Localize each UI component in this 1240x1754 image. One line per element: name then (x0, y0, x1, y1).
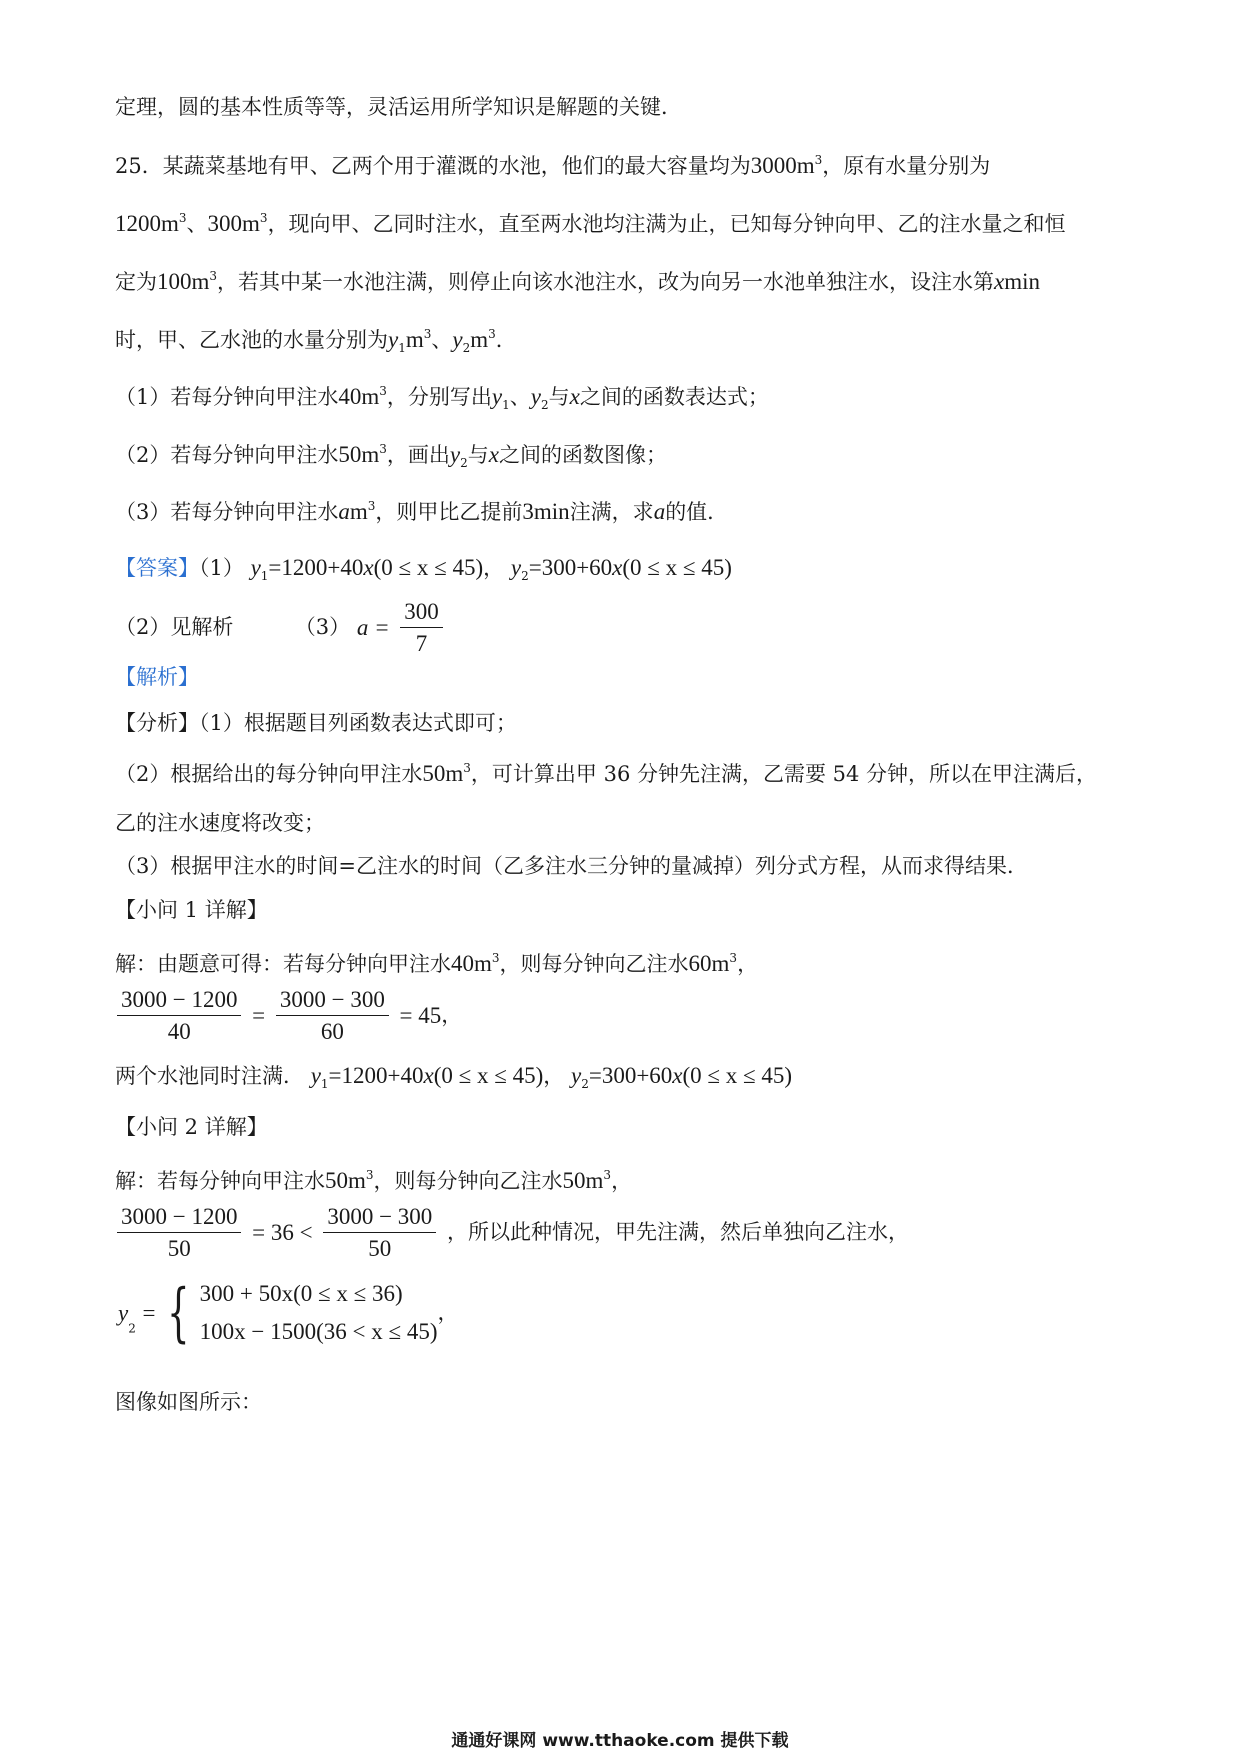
sub2-line-1: 解：若每分钟向甲注水$50m^3$，则每分钟向乙注水$50m^3$， (115, 1168, 633, 1193)
sub1-equation: $\frac{3000 - 1200}{40}$ = $\frac{3000 - 300}{60}$ = 45， (113, 988, 462, 1043)
sub1-title: 【小问 1 详解】 (115, 898, 268, 922)
sub1-fraction-1: $\frac{3000 - 1200}{40}$ (117, 988, 241, 1043)
answer-line-2: （2）见解析 （3） a = $\frac{300}{7}$ (115, 600, 447, 655)
problem-line-4: 时，甲、乙水池的水量分别为$y_1m^3$、$y_2m^3$． (115, 327, 517, 355)
sub2-line-4: 图像如图所示： (115, 1390, 262, 1414)
analysis-line-3: 乙的注水速度将改变； (115, 811, 325, 835)
answer-tag: 【答案】 (115, 556, 199, 580)
sub2-fraction-1: $\frac{3000 - 1200}{50}$ (117, 1205, 241, 1260)
question-3: （3）若每分钟向甲注水$am^3$，则甲比乙提前3min注满，求a的值． (115, 499, 729, 524)
sub2-title: 【小问 2 详解】 (115, 1115, 268, 1139)
question-2: （2）若每分钟向甲注水$50m^3$，画出$y_2$与x之间的函数图像； (115, 442, 667, 470)
sub1-fraction-2: $\frac{3000 - 300}{60}$ (276, 988, 389, 1043)
problem-line-1: 25．某蔬菜基地有甲、乙两个用于灌溉的水池，他们的最大容量均为$3000m^3$，原有水量分别为 (115, 153, 991, 178)
problem-line-3: 定为$100m^3$，若其中某一水池注满，则停止向该水池注水，改为向另一水池单独注水，设注水第xmin (115, 269, 1041, 294)
footer: 通通好课网 www.tthaoke.com 提供下载 (451, 1731, 789, 1751)
jiexi-heading: 【解析】 (115, 665, 199, 689)
answer-line-1: 【答案】（1） $y_1=1200+40x(0 \le x \le 45)$， $y_2=300+60x(0 \le x \le 45)$ (115, 555, 732, 583)
problem-line-2: $1200m^3$、$300m^3$，现向甲、乙同时注水，直至两水池均注满为止，已知每分钟向甲、乙的注水量之和恒 (115, 211, 1066, 236)
intro-line: 定理，圆的基本性质等等，灵活运用所学知识是解题的关键． (115, 95, 682, 119)
sub1-line-3: 两个水池同时注满． $y_1=1200+40x(0 \le x \le 45)$， $y_2=300+60x(0 \le x \le 45)$ (115, 1063, 793, 1091)
left-brace: { (167, 1276, 190, 1350)
sub2-equation: $\frac{3000 - 1200}{50}$ = 36 < $\frac{3000 - 300}{50}$ ，所以此种情况，甲先注满，然后单独向乙注水， (113, 1205, 909, 1260)
sub2-fraction-2: $\frac{3000 - 300}{50}$ (323, 1205, 436, 1260)
piecewise-cases: 300 + 50x(0 ≤ x ≤ 36) 100x − 1500(36 < x ≤ 45) (199, 1281, 438, 1344)
question-1: （1）若每分钟向甲注水$40m^3$，分别写出$y_1$、$y_2$与x之间的函数表达式； (115, 384, 769, 412)
sub1-line-1: 解：由题意可得：若每分钟向甲注水$40m^3$，则每分钟向乙注水$60m^3$， (115, 951, 759, 976)
analysis-line-4: （3）根据甲注水的时间=乙注水的时间（乙多注水三分钟的量减掉）列分式方程，从而求得结果． (115, 854, 1028, 878)
sub2-piecewise: $y_2$ = { 300 + 50x(0 ≤ x ≤ 36) 100x − 1500(36 < x ≤ 45) ， (118, 1276, 459, 1350)
analysis-line-2: （2）根据给出的每分钟向甲注水$50m^3$，可计算出甲 36 分钟先注满，乙需要 54 分钟，所以在甲注满后， (115, 761, 1098, 786)
analysis-line-1: 【分析】（1）根据题目列函数表达式即可； (115, 711, 517, 735)
answer-fraction: $\frac{300}{7}$ (400, 600, 443, 655)
